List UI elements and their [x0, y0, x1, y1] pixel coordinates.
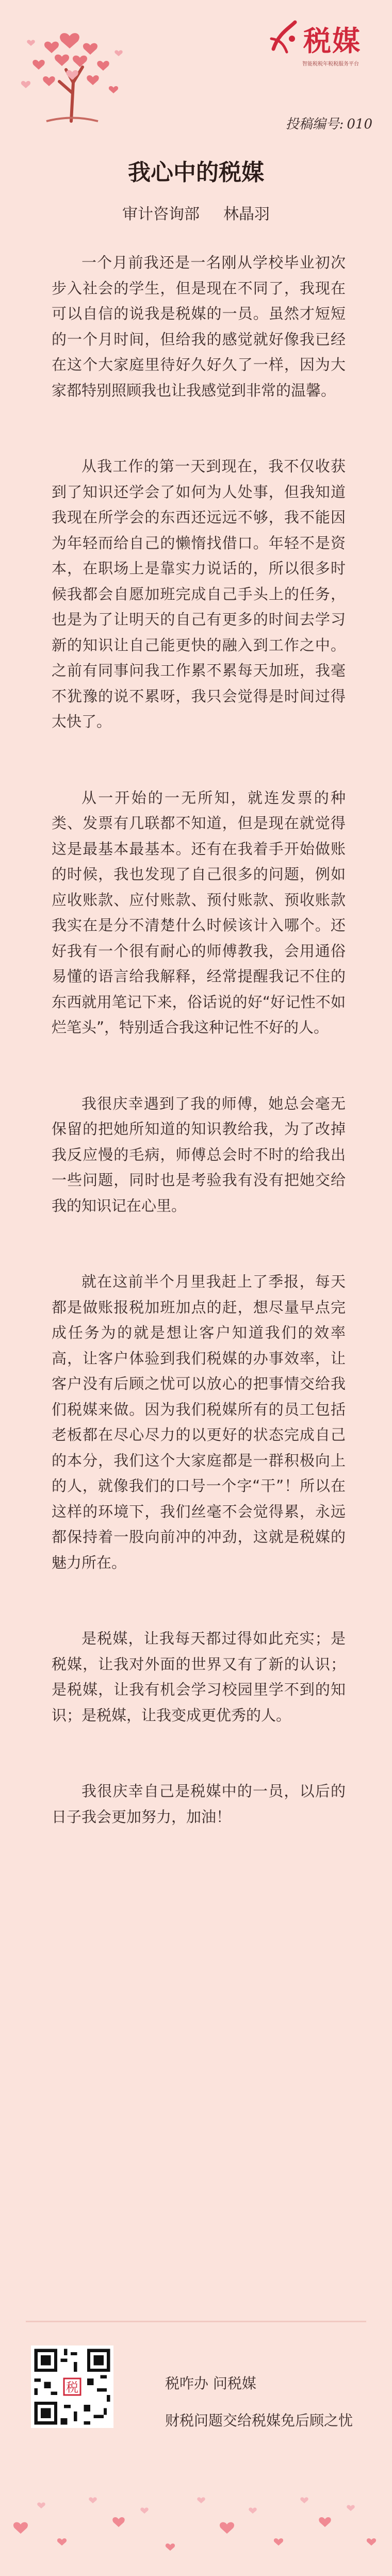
paragraph: 是税媒，让我每天都过得如此充实；是税媒，让我对外面的世界又有了新的认识；是税媒，让我有机会学习校园里学不到的知识；是税媒，让我变成更优秀的人。 — [52, 1630, 346, 1724]
brand-logo — [268, 18, 371, 80]
paragraph: 一个月前我还是一名刚从学校毕业初次步入社会的学生，但是现在不同了，我现在可以自信的说我是税媒的一员。虽然才短短的一个月时间，但给我的感觉就好像我已经在这个大家庭里待好久好久了一样，因为大家都特别照顾我也让我感觉到非常的温馨。 — [52, 254, 346, 399]
article-byline — [0, 201, 392, 224]
footer-divider — [26, 2321, 366, 2322]
qr-code[interactable] — [31, 2345, 113, 2428]
paragraph: 从我工作的第一天到现在，我不仅收获到了知识还学会了如何为人处事，但我知道我现在所学会的东西还远远不够，我不能因为年轻而给自己的懒惰找借口。年轻不是资本，在职场上是靠实力说话的，所以很多时候我都会自愿加班完成自己手头上的任务，也是为了让明天的自己有更多的时间去学习新的知识让自己能更快的融入到工作之中。之前有同事问我工作累不累每天加班，我毫不犹豫的说不累呀，我只会觉得是时间过得太快了。 — [52, 457, 346, 730]
author-name: 林晶羽 — [223, 205, 270, 223]
submission-number — [286, 113, 372, 133]
decorative-hearts — [0, 2463, 392, 2566]
author-department: 审计咨询部 — [122, 205, 200, 223]
logo-subtitle: 智能税税年税税服务平台 — [302, 61, 359, 67]
heart-tree-illustration — [15, 21, 129, 124]
article-body — [52, 250, 346, 1880]
qr-center-logo: 税 — [66, 2380, 79, 2395]
logo-text: 税媒 — [303, 24, 361, 57]
paragraph: 我很庆幸遇到了我的师傅，她总会毫无保留的把她所知道的知识教给我，为了改掉我反应慢的毛病，师傅总会时不时的给我出一些问题，同时也是考验我有没有把她交给我的知识记在心里。 — [52, 1094, 346, 1215]
serial-number: 010 — [347, 117, 372, 132]
paragraph: 从一开始的一无所知，就连发票的种类、发票有几联都不知道，但是现在就觉得这是最基本最基本。还有在我着手开始做账的时候，我也发现了自己很多的问题，例如应收账款、应付账款、预付账款、预收账款我实在是分不清楚什么时候该计入哪个。还好我有一个很有耐心的师傅教我，会用通俗易懂的语言给我解释，经常提醒我记不住的东西就用笔记下来，俗话说的好“好记性不如烂笔头”，特别适合我这种记性不好的人。 — [52, 789, 346, 1036]
footer-slogan: 财税问题交给税媒免后顾之忧 — [165, 2412, 353, 2429]
logo-mark-icon — [268, 18, 299, 54]
footer-name: 税咋办 问税媒 — [165, 2375, 256, 2392]
header — [0, 0, 392, 170]
paragraph: 我很庆幸自己是税媒中的一员，以后的日子我会更加努力，加油！ — [52, 1782, 346, 1826]
serial-label: 投稿编号: — [285, 117, 344, 132]
article-title: 我心中的税媒 — [128, 159, 264, 186]
paragraph: 就在这前半个月里我赶上了季报，每天都是做账报税加班加点的赶，想尽量早点完成任务为的就是想让客户知道我们的效率高，让客户体验到我们税媒的办事效率，让客户没有后顾之忧可以放心的把事情交给我们税媒来做。因为我们税媒所有的员工包括老板都在尽心尽力的以更好的状态完成自己的本分，我们这个大家庭都是一群积极向上的人，就像我们的口号一个字“干”！所以在这样的环境下，我们丝毫不会觉得累，永远都保持着一股向前冲的冲劲，这就是税媒的魅力所在。 — [52, 1273, 346, 1571]
